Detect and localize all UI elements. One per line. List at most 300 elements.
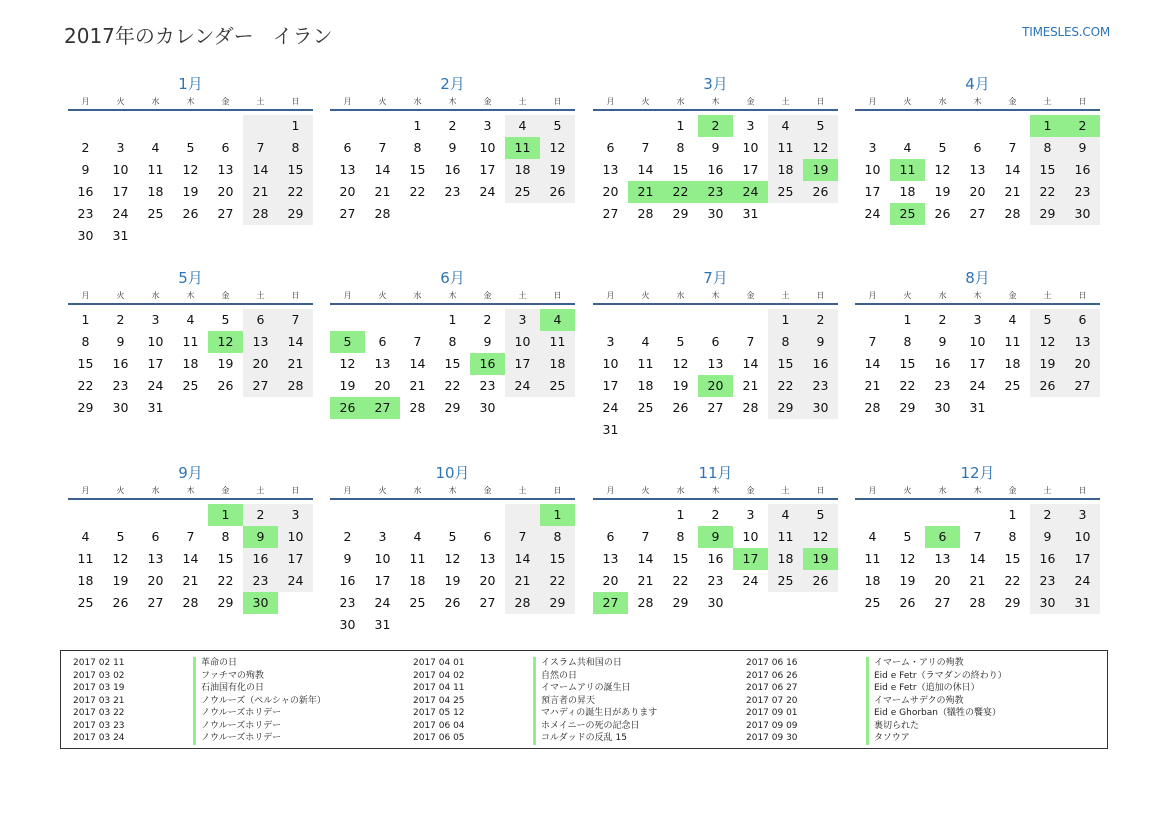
day-cell: 27 [339, 206, 356, 221]
weekday-label: 金 [1008, 97, 1017, 106]
day-cell: 7 [413, 334, 422, 349]
day-cell: 24 [479, 184, 496, 199]
day-cell: 18 [768, 548, 803, 570]
day-grid [68, 504, 313, 614]
empty-cell [733, 309, 768, 331]
holiday-row [73, 695, 326, 708]
day-cell: 28 [742, 400, 759, 415]
day-cell: 2 [81, 140, 90, 155]
day-cell: 11 [768, 526, 803, 548]
day-cell: 9 [1065, 137, 1100, 159]
holiday-date: 2017 06 04 [413, 720, 465, 731]
weekday-label: 木 [711, 97, 720, 106]
weekday-label: 月 [343, 291, 352, 300]
weekday-label: 金 [483, 291, 492, 300]
day-cell: 28 [374, 206, 391, 221]
day-cell: 16 [77, 184, 94, 199]
day-cell: 7 [378, 140, 387, 155]
day-cell: 10 [479, 140, 496, 155]
month-calendar [68, 462, 313, 614]
empty-cell [925, 115, 960, 137]
day-cell: 1 [676, 507, 685, 522]
weekday-label: 金 [483, 486, 492, 495]
day-cell: 2 [1030, 504, 1065, 526]
day-cell: 18 [768, 159, 803, 181]
day-cell: 13 [374, 356, 391, 371]
day-cell: 17 [742, 162, 759, 177]
holiday-name: ファチマの殉教 [193, 670, 264, 683]
holiday-date: 2017 09 01 [746, 708, 798, 718]
day-cell: 31 [374, 617, 391, 632]
day-cell: 16 [339, 573, 356, 588]
day-cell: 28 [278, 375, 313, 397]
weekday-label: 木 [973, 97, 982, 106]
month-calendar [855, 267, 1100, 419]
day-cell: 22 [1004, 573, 1021, 588]
weekday-header [330, 484, 575, 500]
weekday-label: 土 [256, 97, 265, 106]
empty-cell [890, 115, 925, 137]
empty-cell [960, 115, 995, 137]
day-cell: 24 [602, 400, 619, 415]
empty-cell [68, 115, 103, 137]
day-cell: 4 [81, 529, 90, 544]
holiday-day-cell: 9 [243, 526, 278, 548]
month-calendar [68, 267, 313, 419]
day-cell: 6 [221, 140, 230, 155]
day-cell: 31 [602, 422, 619, 437]
day-cell: 26 [217, 378, 234, 393]
day-cell: 4 [768, 504, 803, 526]
day-cell: 4 [903, 140, 912, 155]
holiday-row [73, 720, 326, 733]
day-grid [68, 115, 313, 247]
empty-cell [435, 504, 470, 526]
day-cell: 7 [868, 334, 877, 349]
day-cell: 24 [742, 573, 759, 588]
day-cell: 25 [768, 181, 803, 203]
weekday-header [593, 289, 838, 305]
day-cell: 9 [1030, 526, 1065, 548]
day-cell: 13 [1065, 331, 1100, 353]
weekday-label: 金 [1008, 291, 1017, 300]
weekday-label: 水 [676, 291, 685, 300]
day-grid [855, 115, 1100, 225]
day-cell: 3 [606, 334, 615, 349]
day-cell: 10 [1065, 526, 1100, 548]
day-cell: 30 [803, 397, 838, 419]
day-cell: 16 [243, 548, 278, 570]
weekday-label: 土 [256, 486, 265, 495]
day-cell: 2 [803, 309, 838, 331]
day-cell: 2 [243, 504, 278, 526]
day-cell: 31 [147, 400, 164, 415]
day-cell: 30 [479, 400, 496, 415]
day-cell: 16 [112, 356, 129, 371]
day-grid [855, 309, 1100, 419]
day-cell: 9 [711, 140, 720, 155]
weekday-label: 木 [186, 486, 195, 495]
day-cell: 18 [864, 573, 881, 588]
day-cell: 21 [278, 353, 313, 375]
day-cell: 20 [1065, 353, 1100, 375]
holiday-day-cell: 26 [330, 397, 365, 419]
empty-cell [138, 115, 173, 137]
day-cell: 27 [934, 595, 951, 610]
weekday-header [855, 484, 1100, 500]
day-cell: 21 [1004, 184, 1021, 199]
day-cell: 19 [934, 184, 951, 199]
weekday-label: 木 [711, 291, 720, 300]
weekday-header [855, 95, 1100, 111]
day-cell: 28 [637, 206, 654, 221]
empty-cell [330, 115, 365, 137]
weekday-label: 木 [973, 291, 982, 300]
weekday-label: 木 [448, 291, 457, 300]
day-cell: 14 [637, 162, 654, 177]
holiday-row [746, 657, 1007, 670]
weekday-label: 月 [81, 291, 90, 300]
day-cell: 8 [1030, 137, 1065, 159]
day-cell: 28 [409, 400, 426, 415]
weekday-label: 土 [1043, 291, 1052, 300]
day-cell: 17 [147, 356, 164, 371]
day-cell: 13 [339, 162, 356, 177]
day-cell: 12 [1030, 331, 1065, 353]
day-cell: 20 [934, 573, 951, 588]
day-cell: 21 [637, 573, 654, 588]
empty-cell [593, 309, 628, 331]
day-cell: 1 [81, 312, 90, 327]
day-cell: 31 [1065, 592, 1100, 614]
day-cell: 9 [116, 334, 125, 349]
day-cell: 3 [116, 140, 125, 155]
holiday-date: 2017 04 01 [413, 658, 465, 668]
empty-cell [470, 504, 505, 526]
day-cell: 10 [969, 334, 986, 349]
holiday-name: コルダッドの反乱 15 [533, 732, 627, 745]
day-cell: 19 [339, 378, 356, 393]
holiday-name: イマームサデクの殉教 [866, 695, 963, 708]
day-cell: 29 [899, 400, 916, 415]
day-cell: 3 [483, 118, 492, 133]
day-cell: 12 [803, 137, 838, 159]
holiday-name: ノウルーズ（ペルシャの新年） [193, 695, 326, 708]
day-cell: 12 [182, 162, 199, 177]
holiday-date: 2017 03 21 [73, 695, 125, 706]
day-cell: 23 [339, 595, 356, 610]
day-cell: 17 [1065, 548, 1100, 570]
day-cell: 2 [116, 312, 125, 327]
weekday-label: 土 [518, 97, 527, 106]
holiday-column [73, 657, 326, 745]
day-cell: 27 [147, 595, 164, 610]
day-cell: 10 [374, 551, 391, 566]
month-calendar [593, 267, 838, 441]
day-cell: 15 [672, 162, 689, 177]
day-cell: 11 [540, 331, 575, 353]
day-cell: 17 [278, 548, 313, 570]
day-cell: 29 [77, 400, 94, 415]
holiday-day-cell: 6 [925, 526, 960, 548]
day-cell: 13 [969, 162, 986, 177]
day-cell: 4 [505, 115, 540, 137]
holiday-name: イスラム共和国の日 [533, 657, 622, 670]
day-cell: 13 [602, 551, 619, 566]
weekday-label: 火 [641, 291, 650, 300]
empty-cell [243, 115, 278, 137]
day-cell: 30 [934, 400, 951, 415]
weekday-label: 水 [938, 486, 947, 495]
day-cell: 5 [448, 529, 457, 544]
day-cell: 8 [413, 140, 422, 155]
day-cell: 8 [278, 137, 313, 159]
weekday-label: 月 [606, 486, 615, 495]
holiday-name: ホメイニーの死の記念日 [533, 720, 639, 733]
weekday-label: 水 [151, 486, 160, 495]
day-cell: 12 [934, 162, 951, 177]
empty-cell [103, 504, 138, 526]
day-cell: 19 [540, 159, 575, 181]
day-cell: 28 [969, 595, 986, 610]
holiday-name: マハディの誕生日があります [533, 707, 657, 720]
empty-cell [925, 504, 960, 526]
weekday-label: 水 [151, 97, 160, 106]
day-cell: 21 [374, 184, 391, 199]
weekday-label: 水 [676, 97, 685, 106]
day-cell: 19 [112, 573, 129, 588]
day-cell: 4 [413, 529, 422, 544]
month-title: 6月 [440, 269, 465, 287]
empty-cell [365, 504, 400, 526]
holiday-day-cell: 16 [470, 353, 505, 375]
day-cell: 26 [182, 206, 199, 221]
day-cell: 26 [540, 181, 575, 203]
day-cell: 1 [413, 118, 422, 133]
day-cell: 24 [864, 206, 881, 221]
day-cell: 10 [602, 356, 619, 371]
day-cell: 31 [969, 400, 986, 415]
day-cell: 20 [374, 378, 391, 393]
day-cell: 17 [374, 573, 391, 588]
day-cell: 6 [1065, 309, 1100, 331]
month-title: 8月 [965, 269, 990, 287]
day-cell: 15 [278, 159, 313, 181]
day-cell: 14 [1004, 162, 1021, 177]
weekday-label: 日 [291, 97, 300, 106]
holiday-row [746, 670, 1007, 683]
empty-cell [330, 309, 365, 331]
holiday-day-cell: 25 [890, 203, 925, 225]
day-grid [593, 309, 838, 441]
holiday-name: ノウルーズホリデー [193, 720, 281, 733]
day-cell: 25 [409, 595, 426, 610]
weekday-label: 火 [641, 97, 650, 106]
day-cell: 9 [81, 162, 90, 177]
holiday-day-cell: 1 [208, 504, 243, 526]
weekday-label: 土 [518, 486, 527, 495]
holiday-date: 2017 03 02 [73, 670, 125, 681]
day-cell: 7 [186, 529, 195, 544]
day-cell: 14 [409, 356, 426, 371]
day-cell: 25 [864, 595, 881, 610]
holiday-date: 2017 03 23 [73, 720, 125, 731]
day-cell: 25 [540, 375, 575, 397]
holiday-name: 預言者の昇天 [533, 695, 595, 708]
weekday-label: 火 [116, 486, 125, 495]
weekday-label: 日 [1078, 97, 1087, 106]
holiday-name: Eid e Fetr（追加の休日） [866, 682, 980, 695]
empty-cell [698, 309, 733, 331]
weekday-label: 水 [413, 486, 422, 495]
day-cell: 13 [707, 356, 724, 371]
day-cell: 6 [243, 309, 278, 331]
page-title: 2017年のカレンダー イラン [64, 24, 333, 48]
day-cell: 5 [116, 529, 125, 544]
holiday-day-cell: 30 [243, 592, 278, 614]
day-cell: 6 [343, 140, 352, 155]
weekday-label: 月 [81, 97, 90, 106]
weekday-label: 水 [151, 291, 160, 300]
day-cell: 1 [903, 312, 912, 327]
holiday-day-cell: 4 [540, 309, 575, 331]
empty-cell [855, 115, 890, 137]
weekday-label: 金 [746, 97, 755, 106]
holiday-day-cell: 11 [890, 159, 925, 181]
day-cell: 13 [217, 162, 234, 177]
day-cell: 25 [1004, 378, 1021, 393]
holiday-date: 2017 03 19 [73, 683, 125, 693]
day-cell: 11 [182, 334, 199, 349]
day-cell: 17 [864, 184, 881, 199]
holiday-row [73, 657, 326, 670]
day-cell: 27 [1065, 375, 1100, 397]
day-cell: 30 [707, 206, 724, 221]
day-cell: 21 [505, 570, 540, 592]
weekday-label: 金 [221, 486, 230, 495]
day-cell: 12 [899, 551, 916, 566]
weekday-label: 水 [938, 97, 947, 106]
weekday-label: 土 [1043, 97, 1052, 106]
holiday-row [746, 720, 1007, 733]
holiday-date: 2017 06 27 [746, 683, 798, 693]
day-cell: 14 [969, 551, 986, 566]
day-cell: 13 [147, 551, 164, 566]
day-cell: 10 [864, 162, 881, 177]
day-cell: 23 [444, 184, 461, 199]
day-cell: 20 [479, 573, 496, 588]
day-cell: 8 [768, 331, 803, 353]
day-cell: 12 [540, 137, 575, 159]
day-cell: 16 [444, 162, 461, 177]
day-cell: 8 [221, 529, 230, 544]
day-cell: 23 [77, 206, 94, 221]
day-cell: 9 [448, 140, 457, 155]
day-cell: 21 [969, 573, 986, 588]
holiday-day-cell: 12 [208, 331, 243, 353]
empty-cell [173, 115, 208, 137]
day-cell: 20 [969, 184, 986, 199]
holiday-day-cell: 19 [803, 548, 838, 570]
day-cell: 28 [864, 400, 881, 415]
day-cell: 3 [151, 312, 160, 327]
holiday-row [413, 732, 657, 745]
day-cell: 24 [278, 570, 313, 592]
day-cell: 13 [479, 551, 496, 566]
day-cell: 19 [182, 184, 199, 199]
weekday-label: 木 [448, 97, 457, 106]
day-cell: 2 [711, 507, 720, 522]
day-cell: 27 [243, 375, 278, 397]
day-cell: 17 [505, 353, 540, 375]
day-cell: 19 [672, 378, 689, 393]
holiday-row [746, 695, 1007, 708]
weekday-label: 土 [1043, 486, 1052, 495]
empty-cell [365, 309, 400, 331]
day-cell: 22 [899, 378, 916, 393]
weekday-label: 火 [116, 97, 125, 106]
day-cell: 10 [278, 526, 313, 548]
weekday-label: 土 [781, 97, 790, 106]
weekday-label: 日 [553, 486, 562, 495]
day-cell: 3 [1065, 504, 1100, 526]
weekday-label: 金 [221, 97, 230, 106]
holiday-row [73, 670, 326, 683]
day-cell: 29 [217, 595, 234, 610]
weekday-label: 水 [938, 291, 947, 300]
day-cell: 20 [602, 573, 619, 588]
weekday-label: 金 [483, 97, 492, 106]
day-cell: 23 [803, 375, 838, 397]
day-cell: 26 [444, 595, 461, 610]
day-cell: 8 [540, 526, 575, 548]
day-cell: 29 [540, 592, 575, 614]
day-cell: 16 [1030, 548, 1065, 570]
day-cell: 6 [606, 140, 615, 155]
day-cell: 20 [243, 353, 278, 375]
holiday-day-cell: 1 [540, 504, 575, 526]
day-cell: 20 [602, 184, 619, 199]
day-cell: 29 [1030, 203, 1065, 225]
holiday-day-cell: 11 [505, 137, 540, 159]
holiday-name: Eid e Ghorban（犠牲の饗宴） [866, 707, 1001, 720]
day-cell: 22 [409, 184, 426, 199]
weekday-header [68, 484, 313, 500]
day-cell: 4 [151, 140, 160, 155]
day-cell: 18 [505, 159, 540, 181]
holiday-day-cell: 27 [365, 397, 400, 419]
day-cell: 14 [182, 551, 199, 566]
brand-link[interactable]: TIMESLES.COM [1022, 25, 1110, 39]
day-cell: 7 [973, 529, 982, 544]
empty-cell [855, 309, 890, 331]
weekday-label: 火 [903, 291, 912, 300]
holiday-date: 2017 06 05 [413, 733, 465, 743]
day-cell: 8 [81, 334, 90, 349]
month-calendar [593, 462, 838, 614]
day-cell: 12 [112, 551, 129, 566]
day-cell: 2 [938, 312, 947, 327]
day-cell: 27 [217, 206, 234, 221]
weekday-label: 火 [378, 97, 387, 106]
day-cell: 15 [444, 356, 461, 371]
day-cell: 15 [899, 356, 916, 371]
day-cell: 3 [868, 140, 877, 155]
day-cell: 16 [707, 551, 724, 566]
weekday-label: 日 [816, 97, 825, 106]
holiday-day-cell: 22 [663, 181, 698, 203]
holiday-name: 石油国有化の日 [193, 682, 264, 695]
